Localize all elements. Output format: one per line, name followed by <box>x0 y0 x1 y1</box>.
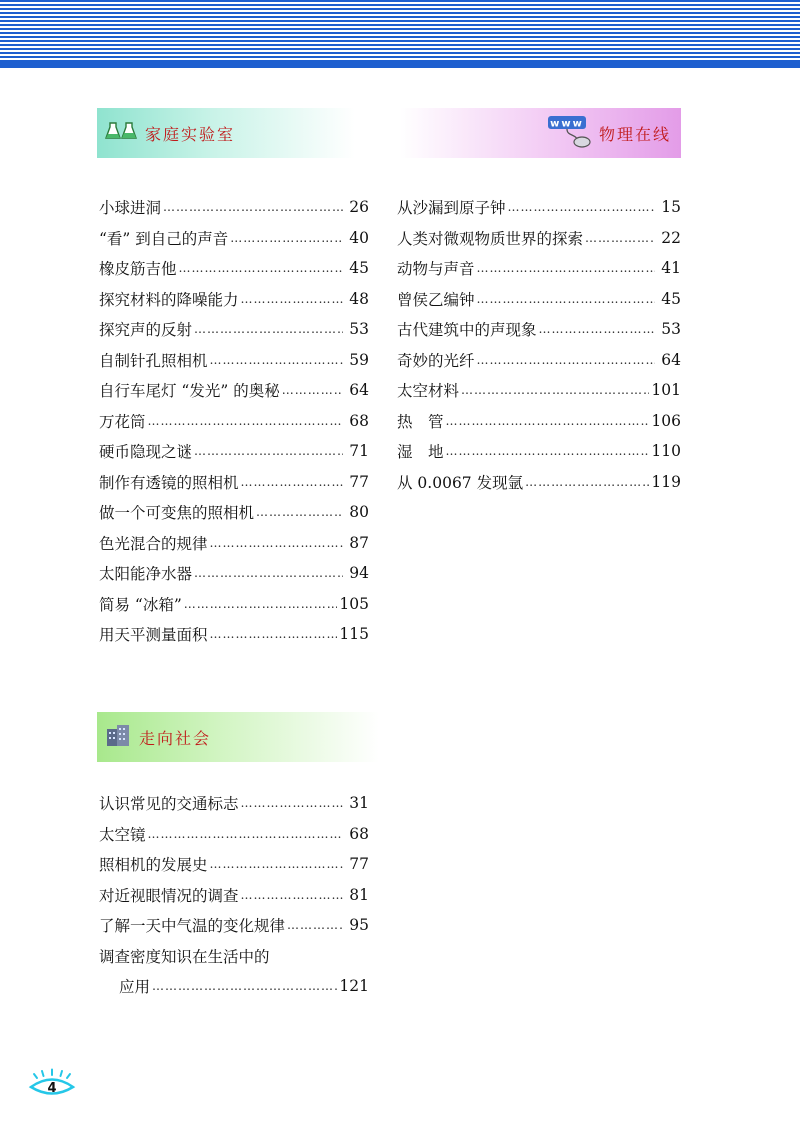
leader-dots <box>152 979 337 993</box>
toc-item-title: 从 0.0067 发现氩 <box>397 473 524 492</box>
toc-item[interactable] <box>397 436 681 467</box>
section-title-online: 物理在线 <box>598 124 671 144</box>
toc-item[interactable] <box>99 880 369 911</box>
toc-item[interactable] <box>397 314 681 345</box>
toc-item-page: 53 <box>349 320 369 339</box>
toc-list-social <box>99 788 369 1002</box>
leader-dots <box>148 414 343 428</box>
toc-item-page: 22 <box>661 228 681 247</box>
toc-item-page: 68 <box>349 411 369 430</box>
leader-dots <box>210 536 343 550</box>
leader-dots <box>256 505 343 519</box>
toc-item[interactable] <box>397 284 681 315</box>
page-number: 4 <box>47 1081 57 1096</box>
flask-icon <box>105 120 139 146</box>
toc-item-title: 照相机的发展史 <box>99 856 208 875</box>
toc-item-page: 41 <box>661 259 681 278</box>
toc-item-page: 101 <box>651 381 681 400</box>
toc-item-title: 小球进洞 <box>99 199 162 218</box>
www-mouse-icon <box>547 114 593 152</box>
section-header-social <box>97 712 379 762</box>
toc-item-title: 万花筒 <box>99 412 146 431</box>
toc-item[interactable] <box>99 941 369 972</box>
toc-item[interactable] <box>397 192 681 223</box>
section-title-lab: 家庭实验室 <box>145 124 236 144</box>
toc-item-page: 80 <box>349 503 369 522</box>
leader-dots <box>210 353 343 367</box>
toc-item-title: 调查密度知识在生活中的 <box>99 947 270 966</box>
header-stripe-band <box>0 62 800 68</box>
toc-item-title: 应用 <box>119 978 151 997</box>
toc-item[interactable] <box>99 971 369 1002</box>
toc-item-title: 古代建筑中的声现象 <box>397 321 537 340</box>
toc-item-page: 31 <box>349 794 369 813</box>
toc-item-page: 115 <box>339 625 369 644</box>
toc-item-page: 77 <box>349 472 369 491</box>
toc-item-page: 105 <box>339 594 369 613</box>
toc-item-title: 制作有透镜的照相机 <box>99 473 239 492</box>
toc-item[interactable] <box>99 589 369 620</box>
toc-item-title: 探究声的反射 <box>99 321 193 340</box>
toc-item[interactable] <box>99 467 369 498</box>
toc-item-title: 探究材料的降噪能力 <box>99 290 239 309</box>
toc-item[interactable] <box>99 849 369 880</box>
leader-dots <box>525 475 649 489</box>
toc-item-page: 121 <box>339 977 369 996</box>
leader-dots <box>210 627 338 641</box>
toc-item[interactable] <box>99 406 369 437</box>
toc-item-page: 94 <box>349 564 369 583</box>
section-header-lab <box>97 108 355 158</box>
leader-dots <box>446 414 650 428</box>
leader-dots <box>539 322 655 336</box>
toc-item-title: “看” 到自己的声音 <box>99 229 229 248</box>
toc-item-page: 15 <box>661 198 681 217</box>
toc-item-title: 简易 “冰箱” <box>99 595 182 614</box>
toc-item-page: 40 <box>349 228 369 247</box>
toc-item[interactable] <box>99 619 369 650</box>
leader-dots <box>163 200 343 214</box>
toc-item[interactable] <box>99 436 369 467</box>
section-title-social: 走向社会 <box>139 728 212 748</box>
leader-dots <box>461 383 649 397</box>
toc-item[interactable] <box>397 253 681 284</box>
toc-item-page: 77 <box>349 855 369 874</box>
www-icon-text: www <box>550 118 584 130</box>
toc-item-title: 硬币隐现之谜 <box>99 443 193 462</box>
buildings-icon <box>105 723 133 751</box>
toc-item[interactable] <box>99 223 369 254</box>
toc-item[interactable] <box>99 788 369 819</box>
toc-item-page: 64 <box>661 350 681 369</box>
toc-item[interactable] <box>99 253 369 284</box>
toc-item-page: 64 <box>349 381 369 400</box>
toc-item-page: 71 <box>349 442 369 461</box>
leader-dots <box>477 353 655 367</box>
toc-item[interactable] <box>99 284 369 315</box>
toc-item-page: 110 <box>651 442 681 461</box>
leader-dots <box>179 261 343 275</box>
toc-item[interactable] <box>397 375 681 406</box>
toc-item[interactable] <box>99 314 369 345</box>
header-stripes <box>0 0 800 68</box>
leader-dots <box>287 918 343 932</box>
toc-list-lab <box>99 192 369 650</box>
leader-dots <box>282 383 343 397</box>
toc-item-title: 奇妙的光纤 <box>397 351 475 370</box>
toc-item[interactable] <box>99 375 369 406</box>
toc-item-page: 53 <box>661 320 681 339</box>
toc-item-title: 自制针孔照相机 <box>99 351 208 370</box>
toc-item-title: 对近视眼情况的调查 <box>99 886 239 905</box>
toc-item-page: 95 <box>349 916 369 935</box>
toc-item-title: 做一个可变焦的照相机 <box>99 504 255 523</box>
leader-dots <box>241 292 343 306</box>
toc-item-page: 87 <box>349 533 369 552</box>
toc-item[interactable] <box>99 192 369 223</box>
leader-dots <box>477 261 655 275</box>
leader-dots <box>508 200 655 214</box>
toc-item[interactable] <box>99 497 369 528</box>
toc-item-title: 太空材料 <box>397 382 460 401</box>
toc-item-page: 48 <box>349 289 369 308</box>
toc-item-page: 81 <box>349 885 369 904</box>
leader-dots <box>446 444 650 458</box>
toc-list-online <box>397 192 681 497</box>
leader-dots <box>210 857 343 871</box>
toc-item-page: 106 <box>651 411 681 430</box>
toc-item-title: 了解一天中气温的变化规律 <box>99 917 286 936</box>
toc-item-title: 热 管 <box>397 412 444 431</box>
toc-item-page: 119 <box>651 472 681 491</box>
toc-item[interactable] <box>99 558 369 589</box>
leader-dots <box>194 444 343 458</box>
toc-item[interactable] <box>99 345 369 376</box>
toc-item[interactable] <box>99 819 369 850</box>
toc-item[interactable] <box>397 345 681 376</box>
toc-item-title: 自行车尾灯 “发光” 的奥秘 <box>99 382 280 401</box>
toc-item-title: 湿 地 <box>397 443 444 462</box>
toc-item[interactable] <box>397 223 681 254</box>
toc-item-title: 人类对微观物质世界的探索 <box>397 229 584 248</box>
toc-item-title: 用天平测量面积 <box>99 626 208 645</box>
leader-dots <box>477 292 655 306</box>
toc-item[interactable] <box>397 406 681 437</box>
toc-item[interactable] <box>99 910 369 941</box>
toc-item[interactable] <box>397 467 681 498</box>
toc-item-page: 68 <box>349 824 369 843</box>
toc-item-page: 45 <box>661 289 681 308</box>
toc-item-title: 从沙漏到原子钟 <box>397 199 506 218</box>
leader-dots <box>194 566 343 580</box>
leader-dots <box>241 475 343 489</box>
toc-item-title: 太空镜 <box>99 825 146 844</box>
toc-item-title: 色光混合的规律 <box>99 534 208 553</box>
leader-dots <box>148 827 343 841</box>
toc-item-title: 太阳能净水器 <box>99 565 193 584</box>
leader-dots <box>230 231 343 245</box>
leader-dots <box>184 597 338 611</box>
toc-item-page: 59 <box>349 350 369 369</box>
eye-icon <box>28 1068 80 1102</box>
section-header-online <box>400 108 681 158</box>
toc-item-title: 认识常见的交通标志 <box>99 795 239 814</box>
toc-item-title: 曾侯乙编钟 <box>397 290 475 309</box>
leader-dots <box>585 231 655 245</box>
leader-dots <box>241 796 343 810</box>
toc-item-title: 橡皮筋吉他 <box>99 260 177 279</box>
toc-item-page: 45 <box>349 259 369 278</box>
toc-item-title: 动物与声音 <box>397 260 475 279</box>
toc-item[interactable] <box>99 528 369 559</box>
leader-dots <box>241 888 343 902</box>
leader-dots <box>194 322 343 336</box>
toc-item-page: 26 <box>349 198 369 217</box>
